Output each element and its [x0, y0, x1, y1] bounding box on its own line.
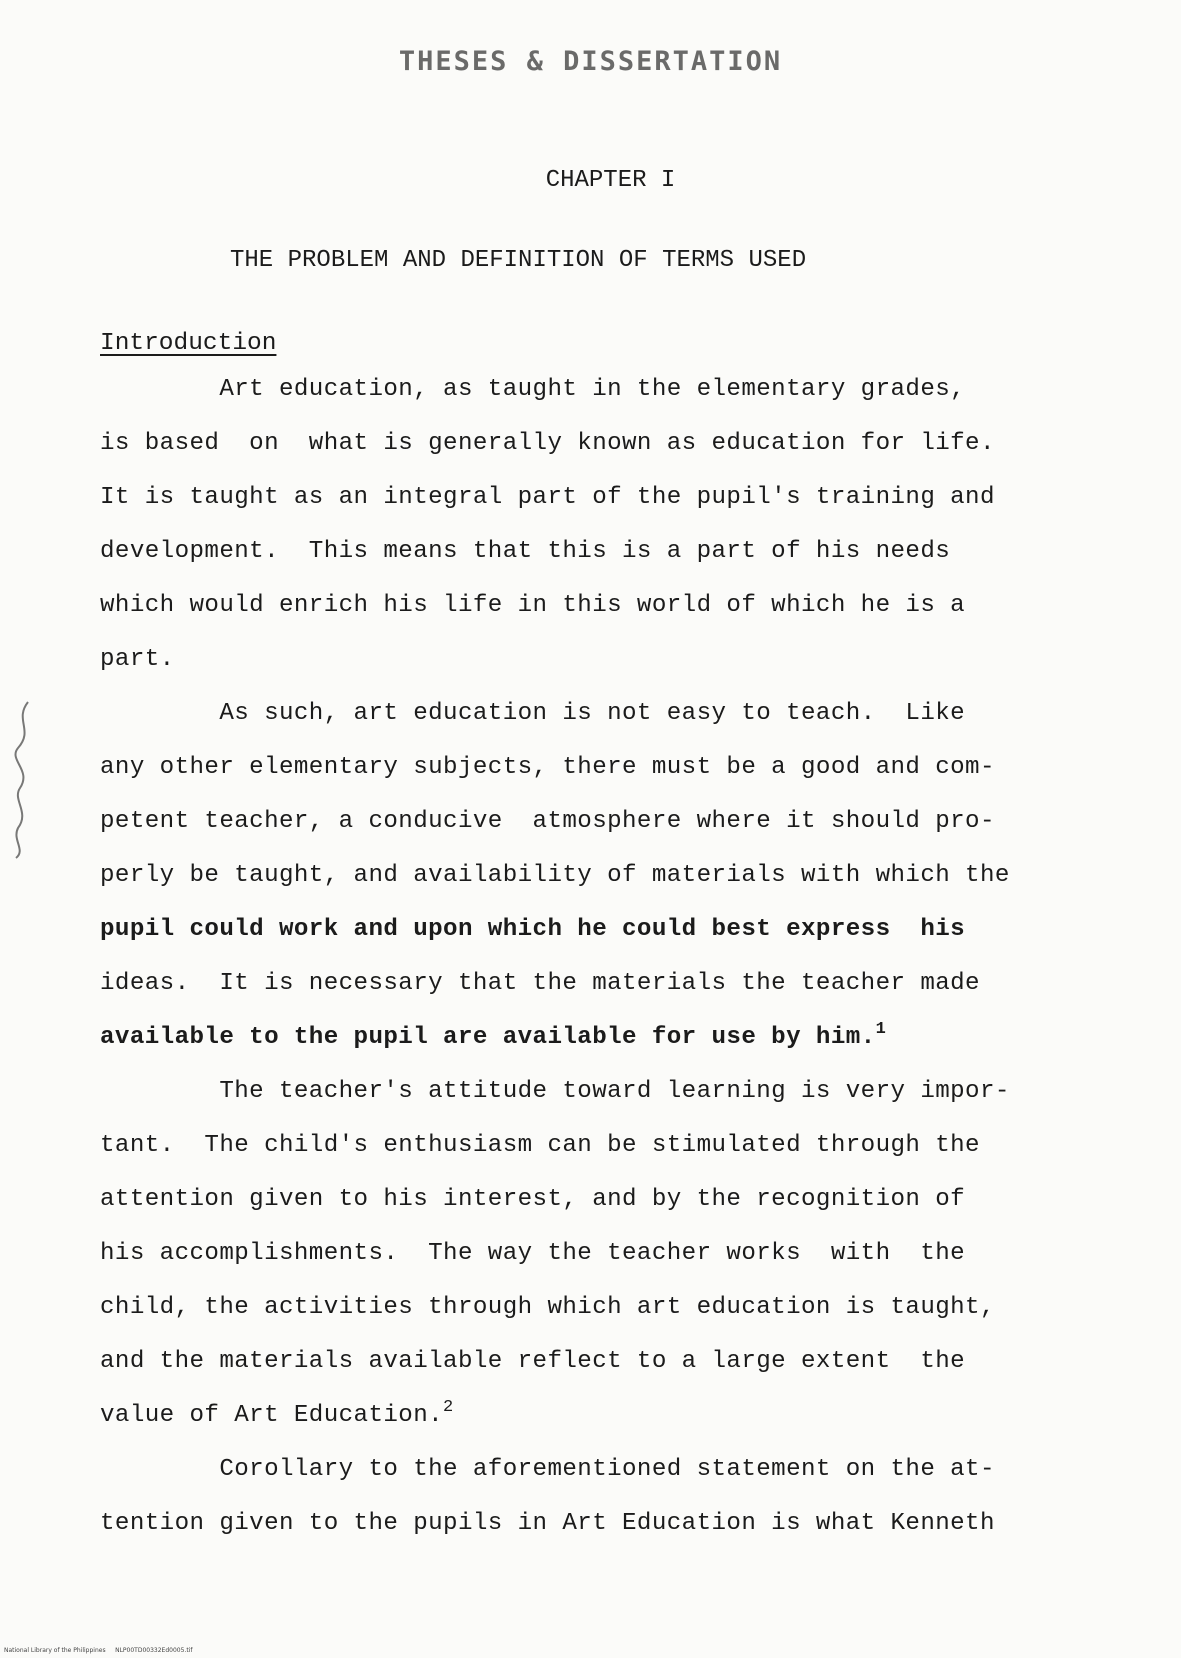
- text-line: [100, 1065, 1100, 1119]
- text-line-content: any other elementary subjects, there must be a good and com-: [100, 754, 995, 781]
- chapter-title: THE PROBLEM AND DEFINITION OF TERMS USED: [230, 247, 807, 274]
- text-line-content: and the materials available reflect to a large extent the: [100, 1348, 966, 1375]
- text-line-content: his accomplishments. The way the teacher works with the: [100, 1240, 966, 1267]
- text-line: [100, 1335, 1100, 1389]
- text-line: [100, 1119, 1100, 1173]
- text-line-content: perly be taught, and availability of materials with which the: [100, 862, 1010, 889]
- text-line: [100, 633, 1100, 687]
- text-line: [100, 1227, 1100, 1281]
- section-heading-introduction: Introduction: [100, 330, 277, 357]
- handwritten-margin-mark: [6, 700, 36, 860]
- text-line: [100, 579, 1100, 633]
- text-line: [100, 1497, 1100, 1551]
- text-line: [100, 417, 1100, 471]
- text-line: [100, 1011, 1100, 1065]
- body-text: [100, 363, 1100, 1551]
- text-line-content: part.: [100, 646, 175, 673]
- text-line-content: tention given to the pupils in Art Education is what Kenneth: [100, 1510, 995, 1537]
- text-line-content: available to the pupil are available for use by him.: [100, 1024, 876, 1051]
- text-line-content: The teacher's attitude toward learning is very impor-: [100, 1078, 1010, 1105]
- text-line: [100, 849, 1100, 903]
- text-line-content: Corollary to the aforementioned statement on the at-: [100, 1456, 995, 1483]
- text-line: [100, 741, 1100, 795]
- text-line-content: pupil could work and upon which he could best express his: [100, 916, 966, 943]
- text-line: [100, 1281, 1100, 1335]
- footer-caption: National Library of the Philippines NLP00TD00332Ed0005.tif: [4, 1647, 193, 1654]
- text-line-content: petent teacher, a conducive atmosphere where it should pro-: [100, 808, 995, 835]
- theses-stamp: THESES & DISSERTATION: [398, 46, 783, 77]
- text-line: [100, 471, 1100, 525]
- text-line: [100, 903, 1100, 957]
- text-line: [100, 1173, 1100, 1227]
- text-line: [100, 1443, 1100, 1497]
- text-line-content: development. This means that this is a part of his needs: [100, 538, 951, 565]
- text-line: [100, 363, 1100, 417]
- text-line: [100, 525, 1100, 579]
- footnote-marker: 2: [443, 1398, 454, 1417]
- text-line: [100, 687, 1100, 741]
- text-line: [100, 957, 1100, 1011]
- text-line-content: As such, art education is not easy to teach. Like: [100, 700, 966, 727]
- footnote-marker: 1: [875, 1020, 887, 1039]
- chapter-heading: CHAPTER I: [545, 167, 676, 194]
- text-line-content: attention given to his interest, and by the recognition of: [100, 1186, 966, 1213]
- text-line-content: ideas. It is necessary that the materials the teacher made: [100, 970, 980, 997]
- text-line-content: It is taught as an integral part of the pupil's training and: [100, 484, 995, 511]
- text-line-content: is based on what is generally known as education for life.: [100, 430, 995, 457]
- text-line-content: tant. The child's enthusiasm can be stimulated through the: [100, 1132, 980, 1159]
- text-line-content: which would enrich his life in this world of which he is a: [100, 592, 966, 619]
- text-line-content: Art education, as taught in the elementary grades,: [100, 376, 966, 403]
- text-line: [100, 795, 1100, 849]
- text-line-content: value of Art Education.: [100, 1402, 444, 1429]
- text-line: [100, 1389, 1100, 1443]
- text-line-content: child, the activities through which art education is taught,: [100, 1294, 995, 1321]
